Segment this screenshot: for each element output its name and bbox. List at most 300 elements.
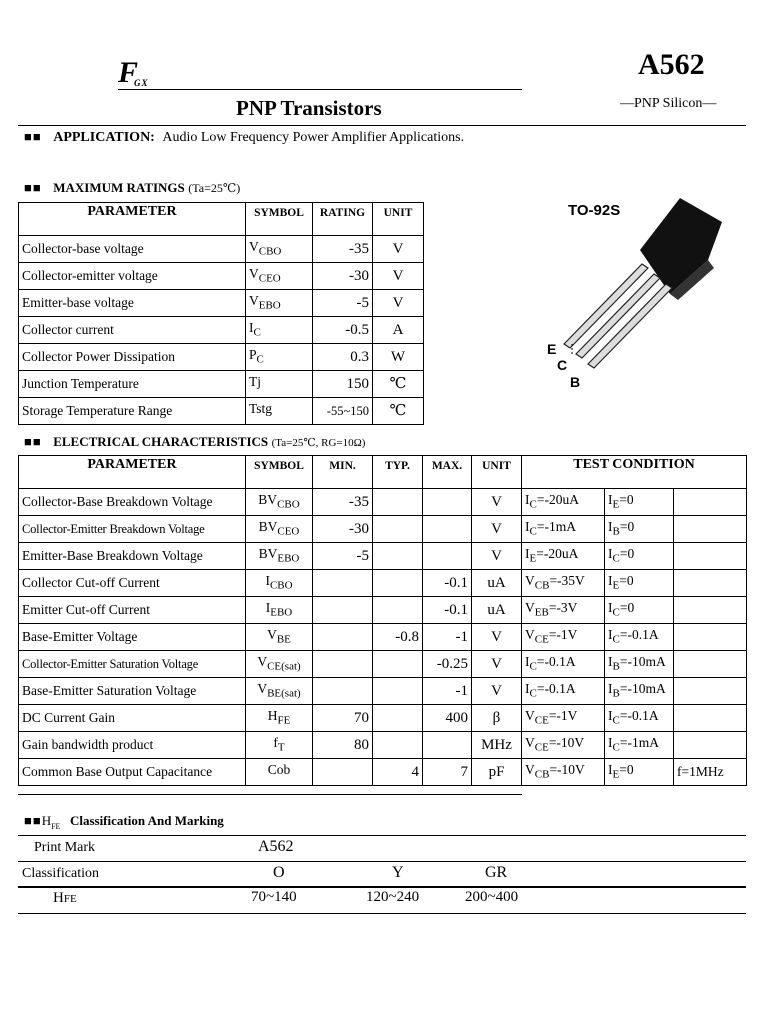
rating-cell: 0.3 [313,344,373,371]
typ-cell [373,597,423,624]
condition-subscript: CE [534,633,549,646]
condition-value: =0 [619,762,634,778]
min-cell [313,624,373,651]
section-marker: ■■ [24,180,42,195]
condition-symbol: I [608,573,613,589]
parameter-cell: Emitter-Base Breakdown Voltage [19,543,246,570]
parameter-cell: Collector Cut-off Current [19,570,246,597]
symbol-cell-main: V [257,654,268,670]
condition-value: =0 [619,519,635,535]
condition-subscript: E [529,552,537,565]
symbol-cell [246,489,313,516]
symbol-cell-sub: FE [277,714,291,727]
hfe-label [53,890,77,907]
condition-symbol: I [608,708,613,724]
print-mark-value: A562 [258,838,294,855]
header-rule-left [118,89,522,90]
symbol-cell [246,570,313,597]
condition-subscript: CE [534,714,549,727]
table-row [19,371,424,398]
condition-value: =-1V [548,627,578,643]
condition-value: =0 [619,492,634,508]
symbol-cell-sub: CEO [277,525,300,538]
unit-cell: pF [472,759,522,786]
unit-cell: V [472,678,522,705]
table-header-row [19,456,747,489]
table-row [19,344,424,371]
condition-subscript: C [529,525,537,538]
symbol-cell [246,597,313,624]
condition-value: =-20uA [536,546,579,562]
test-condition-extra [674,678,747,705]
test-condition-cell [605,624,674,651]
part-number: A562 [638,48,705,81]
table-row [19,489,747,516]
parameter-cell: Gain bandwidth product [19,732,246,759]
test-condition-extra [674,651,747,678]
electrical-condition: (Ta=25℃, RG=10Ω) [271,437,366,449]
condition-subscript: C [612,714,620,727]
typ-cell [373,543,423,570]
condition-symbol: I [525,492,530,508]
symbol-cell-main: V [249,293,259,309]
typ-cell [373,489,423,516]
test-condition-extra [674,543,747,570]
max-cell: 7 [423,759,472,786]
condition-subscript: CE [534,741,549,754]
condition-subscript: B [612,687,620,700]
typ-cell: -0.8 [373,624,423,651]
symbol-cell-sub: CE(sat) [267,660,301,673]
max-cell: 400 [423,705,472,732]
min-cell: -30 [313,516,373,543]
symbol-cell [246,371,313,398]
range-y: 120~240 [366,889,420,905]
symbol-cell-main: H [267,708,278,724]
rating-cell: -35 [313,236,373,263]
class-rule-1 [18,835,746,836]
condition-symbol: V [525,735,535,751]
transistor-leads [564,264,672,368]
condition-symbol: V [525,762,535,778]
condition-value: =-10V [549,762,585,778]
condition-subscript: CB [534,768,550,781]
col-header: UNIT [373,203,424,236]
class-y: Y [392,864,404,881]
condition-value: =-1mA [619,735,659,751]
test-condition-cell [605,759,674,786]
max-cell [423,543,472,570]
col-header: SYMBOL [246,456,313,489]
col-header: TYP. [373,456,423,489]
table-row [19,705,747,732]
min-cell [313,597,373,624]
symbol-cell [246,317,313,344]
test-condition-cell [605,651,674,678]
parameter-cell: Collector-Emitter Breakdown Voltage [19,516,246,543]
section-marker: ■■ [24,813,42,828]
symbol-cell [246,398,313,425]
col-header: UNIT [472,456,522,489]
parameter-cell: Collector Power Dissipation [19,344,246,371]
symbol-cell-main: BV [258,519,278,535]
section-marker: ■■ [24,129,42,144]
hfe-label-sub: FE [63,893,77,905]
typ-cell [373,651,423,678]
max-ratings-heading [24,180,240,197]
condition-symbol: I [608,627,613,643]
table-header-row [19,203,424,236]
condition-value: =-10V [548,735,585,751]
hfe-symbol: H [41,813,52,828]
condition-symbol: I [608,546,613,562]
condition-value: =-0.1A [536,681,576,697]
condition-value: =-35V [549,573,585,589]
parameter-cell: Emitter Cut-off Current [19,597,246,624]
min-cell [313,570,373,597]
max-cell [423,489,472,516]
typ-cell: 4 [373,759,423,786]
test-condition-extra [674,489,747,516]
test-condition-extra [674,516,747,543]
condition-subscript: B [612,525,620,538]
application-text: Audio Low Frequency Power Amplifier Applications. [162,130,465,145]
condition-symbol: I [608,762,613,778]
rating-cell: -0.5 [313,317,373,344]
max-ratings-title: MAXIMUM RATINGS [53,180,185,195]
symbol-cell-sub: EBO [277,552,300,565]
symbol-cell-sub: BE(sat) [267,687,301,700]
test-condition-cell [522,705,605,732]
unit-cell: A [373,317,424,344]
condition-value: =0 [619,546,635,562]
section-marker: ■■ [24,434,42,449]
symbol-cell-main: I [249,320,254,336]
symbol-cell-sub: BE [276,633,291,646]
class-rule-3 [18,886,746,888]
application-label: APPLICATION: [53,130,155,145]
condition-subscript: C [612,633,620,646]
test-condition-extra [674,705,747,732]
table-row [19,290,424,317]
parameter-cell: Collector-base voltage [19,236,246,263]
unit-cell: MHz [472,732,522,759]
parameter-cell: Collector-Emitter Saturation Voltage [19,651,246,678]
classification-title: Classification And Marking [69,813,224,828]
max-cell: -0.1 [423,570,472,597]
table-row [19,759,747,786]
symbol-cell [246,290,313,317]
test-condition-extra [674,732,747,759]
unit-cell: uA [472,597,522,624]
rating-cell: -55~150 [313,398,373,425]
test-condition-extra [674,570,747,597]
condition-value: =-3V [548,600,578,616]
table-row [19,651,747,678]
symbol-cell-main: BV [258,546,278,562]
table-row [19,732,747,759]
test-condition-cell [522,678,605,705]
symbol-cell-sub: CBO [269,579,293,592]
min-cell: 70 [313,705,373,732]
min-cell [313,759,373,786]
condition-symbol: I [608,519,613,535]
symbol-cell-main: P [249,347,257,363]
symbol-cell [246,543,313,570]
table-row [19,678,747,705]
classification-label: Classification [22,866,99,881]
condition-symbol: I [608,600,613,616]
condition-subscript: CB [534,579,550,592]
symbol-cell [246,516,313,543]
symbol-cell [246,263,313,290]
table-row [19,516,747,543]
condition-symbol: I [608,681,613,697]
print-mark-label: Print Mark [34,840,96,855]
parameter-cell: DC Current Gain [19,705,246,732]
col-header: RATING [313,203,373,236]
table-row [19,236,424,263]
max-ratings-condition: (Ta=25℃) [188,181,241,195]
table-row [19,570,747,597]
range-gr: 200~400 [465,889,519,905]
condition-subscript: C [529,498,537,511]
condition-subscript: E [612,768,620,781]
test-condition-cell [522,759,605,786]
max-cell: -0.25 [423,651,472,678]
unit-cell: V [373,236,424,263]
min-cell: -35 [313,489,373,516]
condition-subscript: E [612,579,620,592]
symbol-cell-sub: C [256,353,264,366]
typ-cell [373,570,423,597]
unit-cell: β [472,705,522,732]
parameter-cell: Base-Emitter Voltage [19,624,246,651]
col-header: PARAMETER [19,456,246,489]
page-title: PNP Transistors [236,96,382,120]
test-condition-cell [522,570,605,597]
pin-e-label: E [547,341,557,357]
condition-symbol: V [525,627,535,643]
min-cell [313,678,373,705]
col-header: TEST CONDITION [522,456,747,489]
condition-value: =-0.1A [619,708,659,724]
max-cell [423,516,472,543]
header-rule-right [18,125,746,126]
test-condition-cell [605,516,674,543]
unit-cell: V [373,263,424,290]
test-condition-cell [605,678,674,705]
to92s-package-image [540,190,740,400]
unit-cell: ℃ [373,371,424,398]
condition-value: =-1V [548,708,578,724]
table-row [19,543,747,570]
test-condition-cell [522,732,605,759]
condition-subscript: C [529,660,537,673]
condition-subscript: C [612,741,620,754]
condition-symbol: I [525,519,530,535]
symbol-cell-sub: C [253,326,261,339]
max-cell [423,732,472,759]
symbol-cell-sub: CBO [258,245,282,258]
condition-symbol: I [525,546,530,562]
max-cell: -0.1 [423,597,472,624]
parameter-cell: Emitter-base voltage [19,290,246,317]
table-row [19,317,424,344]
table-row [19,597,747,624]
electrical-title: ELECTRICAL CHARACTERISTICS [53,434,269,449]
unit-cell: V [472,543,522,570]
symbol-cell-main: I [265,573,270,589]
symbol-cell-main: I [265,600,271,616]
test-condition-cell [522,543,605,570]
rating-cell: 150 [313,371,373,398]
symbol-cell-main: BV [258,492,278,508]
symbol-cell [246,678,313,705]
pin-b-label: B [570,374,581,390]
col-header: MAX. [423,456,472,489]
unit-cell: V [472,516,522,543]
unit-cell: W [373,344,424,371]
condition-value: =-1mA [536,519,576,535]
package-label: TO-92S [568,202,621,219]
test-condition-extra: f=1MHz [674,759,747,786]
condition-symbol: V [525,600,535,616]
unit-cell: V [472,489,522,516]
symbol-cell-sub: CBO [277,498,300,511]
condition-subscript: EB [534,606,549,619]
max-ratings-table [18,202,424,425]
parameter-cell: Collector-emitter voltage [19,263,246,290]
test-condition-cell [605,543,674,570]
pin-c-label: C [557,357,568,373]
condition-value: =-10mA [619,654,666,670]
col-header: SYMBOL [246,203,313,236]
unit-cell: V [472,651,522,678]
condition-symbol: I [608,492,613,508]
condition-subscript: C [612,552,620,565]
min-cell: 80 [313,732,373,759]
unit-cell: uA [472,570,522,597]
min-cell: -5 [313,543,373,570]
symbol-cell-main: f [273,735,278,751]
parameter-cell: Base-Emitter Saturation Voltage [19,678,246,705]
typ-cell [373,678,423,705]
test-condition-cell [522,516,605,543]
range-o: 70~140 [251,889,297,905]
symbol-cell [246,759,313,786]
test-condition-cell [605,732,674,759]
symbol-cell [246,651,313,678]
symbol-cell-main: Cob [267,762,291,778]
company-logo [118,56,153,90]
logo-sub: GX [134,78,149,88]
parameter-cell: Collector current [19,317,246,344]
symbol-cell-sub: EBO [258,299,281,312]
test-condition-cell [522,489,605,516]
electrical-table [18,455,747,786]
test-condition-cell [522,651,605,678]
typ-cell [373,705,423,732]
rating-cell: -30 [313,263,373,290]
class-rule-2 [18,861,746,862]
symbol-cell-main: V [257,681,268,697]
parameter-cell: Storage Temperature Range [19,398,246,425]
unit-cell: ℃ [373,398,424,425]
logo-letter: F [118,56,139,89]
condition-value: =-10mA [619,681,666,697]
section-divider [18,794,522,795]
test-condition-cell [605,597,674,624]
symbol-cell-main: V [267,627,277,643]
parameter-cell: Collector-Base Breakdown Voltage [19,489,246,516]
test-condition-cell [522,597,605,624]
symbol-cell-main: Tstg [249,401,273,417]
symbol-cell-main: Tj [249,374,261,390]
symbol-cell-sub: EBO [270,606,293,619]
rating-cell: -5 [313,290,373,317]
application-line [24,129,464,146]
test-condition-cell [522,624,605,651]
condition-value: =0 [619,600,635,616]
condition-symbol: I [525,654,530,670]
electrical-heading [24,434,365,451]
condition-symbol: I [525,681,530,697]
symbol-cell-main: V [249,239,259,255]
class-o: O [273,864,285,881]
condition-symbol: I [608,735,613,751]
col-header: PARAMETER [19,203,246,236]
parameter-cell: Junction Temperature [19,371,246,398]
unit-cell: V [373,290,424,317]
test-condition-cell [605,570,674,597]
symbol-cell [246,624,313,651]
parameter-cell: Common Base Output Capacitance [19,759,246,786]
table-row [19,624,747,651]
test-condition-extra [674,597,747,624]
subtitle: —PNP Silicon— [620,96,717,111]
symbol-cell-sub: CEO [258,272,281,285]
class-rule-4 [18,913,746,914]
condition-symbol: V [525,708,535,724]
condition-value: =-0.1A [619,627,659,643]
condition-symbol: V [525,573,535,589]
condition-subscript: C [612,606,620,619]
symbol-cell [246,705,313,732]
typ-cell [373,732,423,759]
symbol-cell [246,732,313,759]
class-gr: GR [485,864,508,881]
classification-heading [24,813,224,831]
test-condition-extra [674,624,747,651]
max-cell: -1 [423,624,472,651]
hfe-label-main: H [53,890,64,906]
symbol-cell [246,344,313,371]
table-row [19,263,424,290]
condition-value: =0 [619,573,634,589]
table-row [19,398,424,425]
unit-cell: V [472,624,522,651]
condition-symbol: I [608,654,613,670]
condition-subscript: B [612,660,620,673]
condition-value: =-20uA [536,492,579,508]
condition-value: =-0.1A [536,654,576,670]
condition-subscript: E [612,498,620,511]
symbol-cell [246,236,313,263]
typ-cell [373,516,423,543]
min-cell [313,651,373,678]
hfe-subscript: FE [51,821,61,831]
